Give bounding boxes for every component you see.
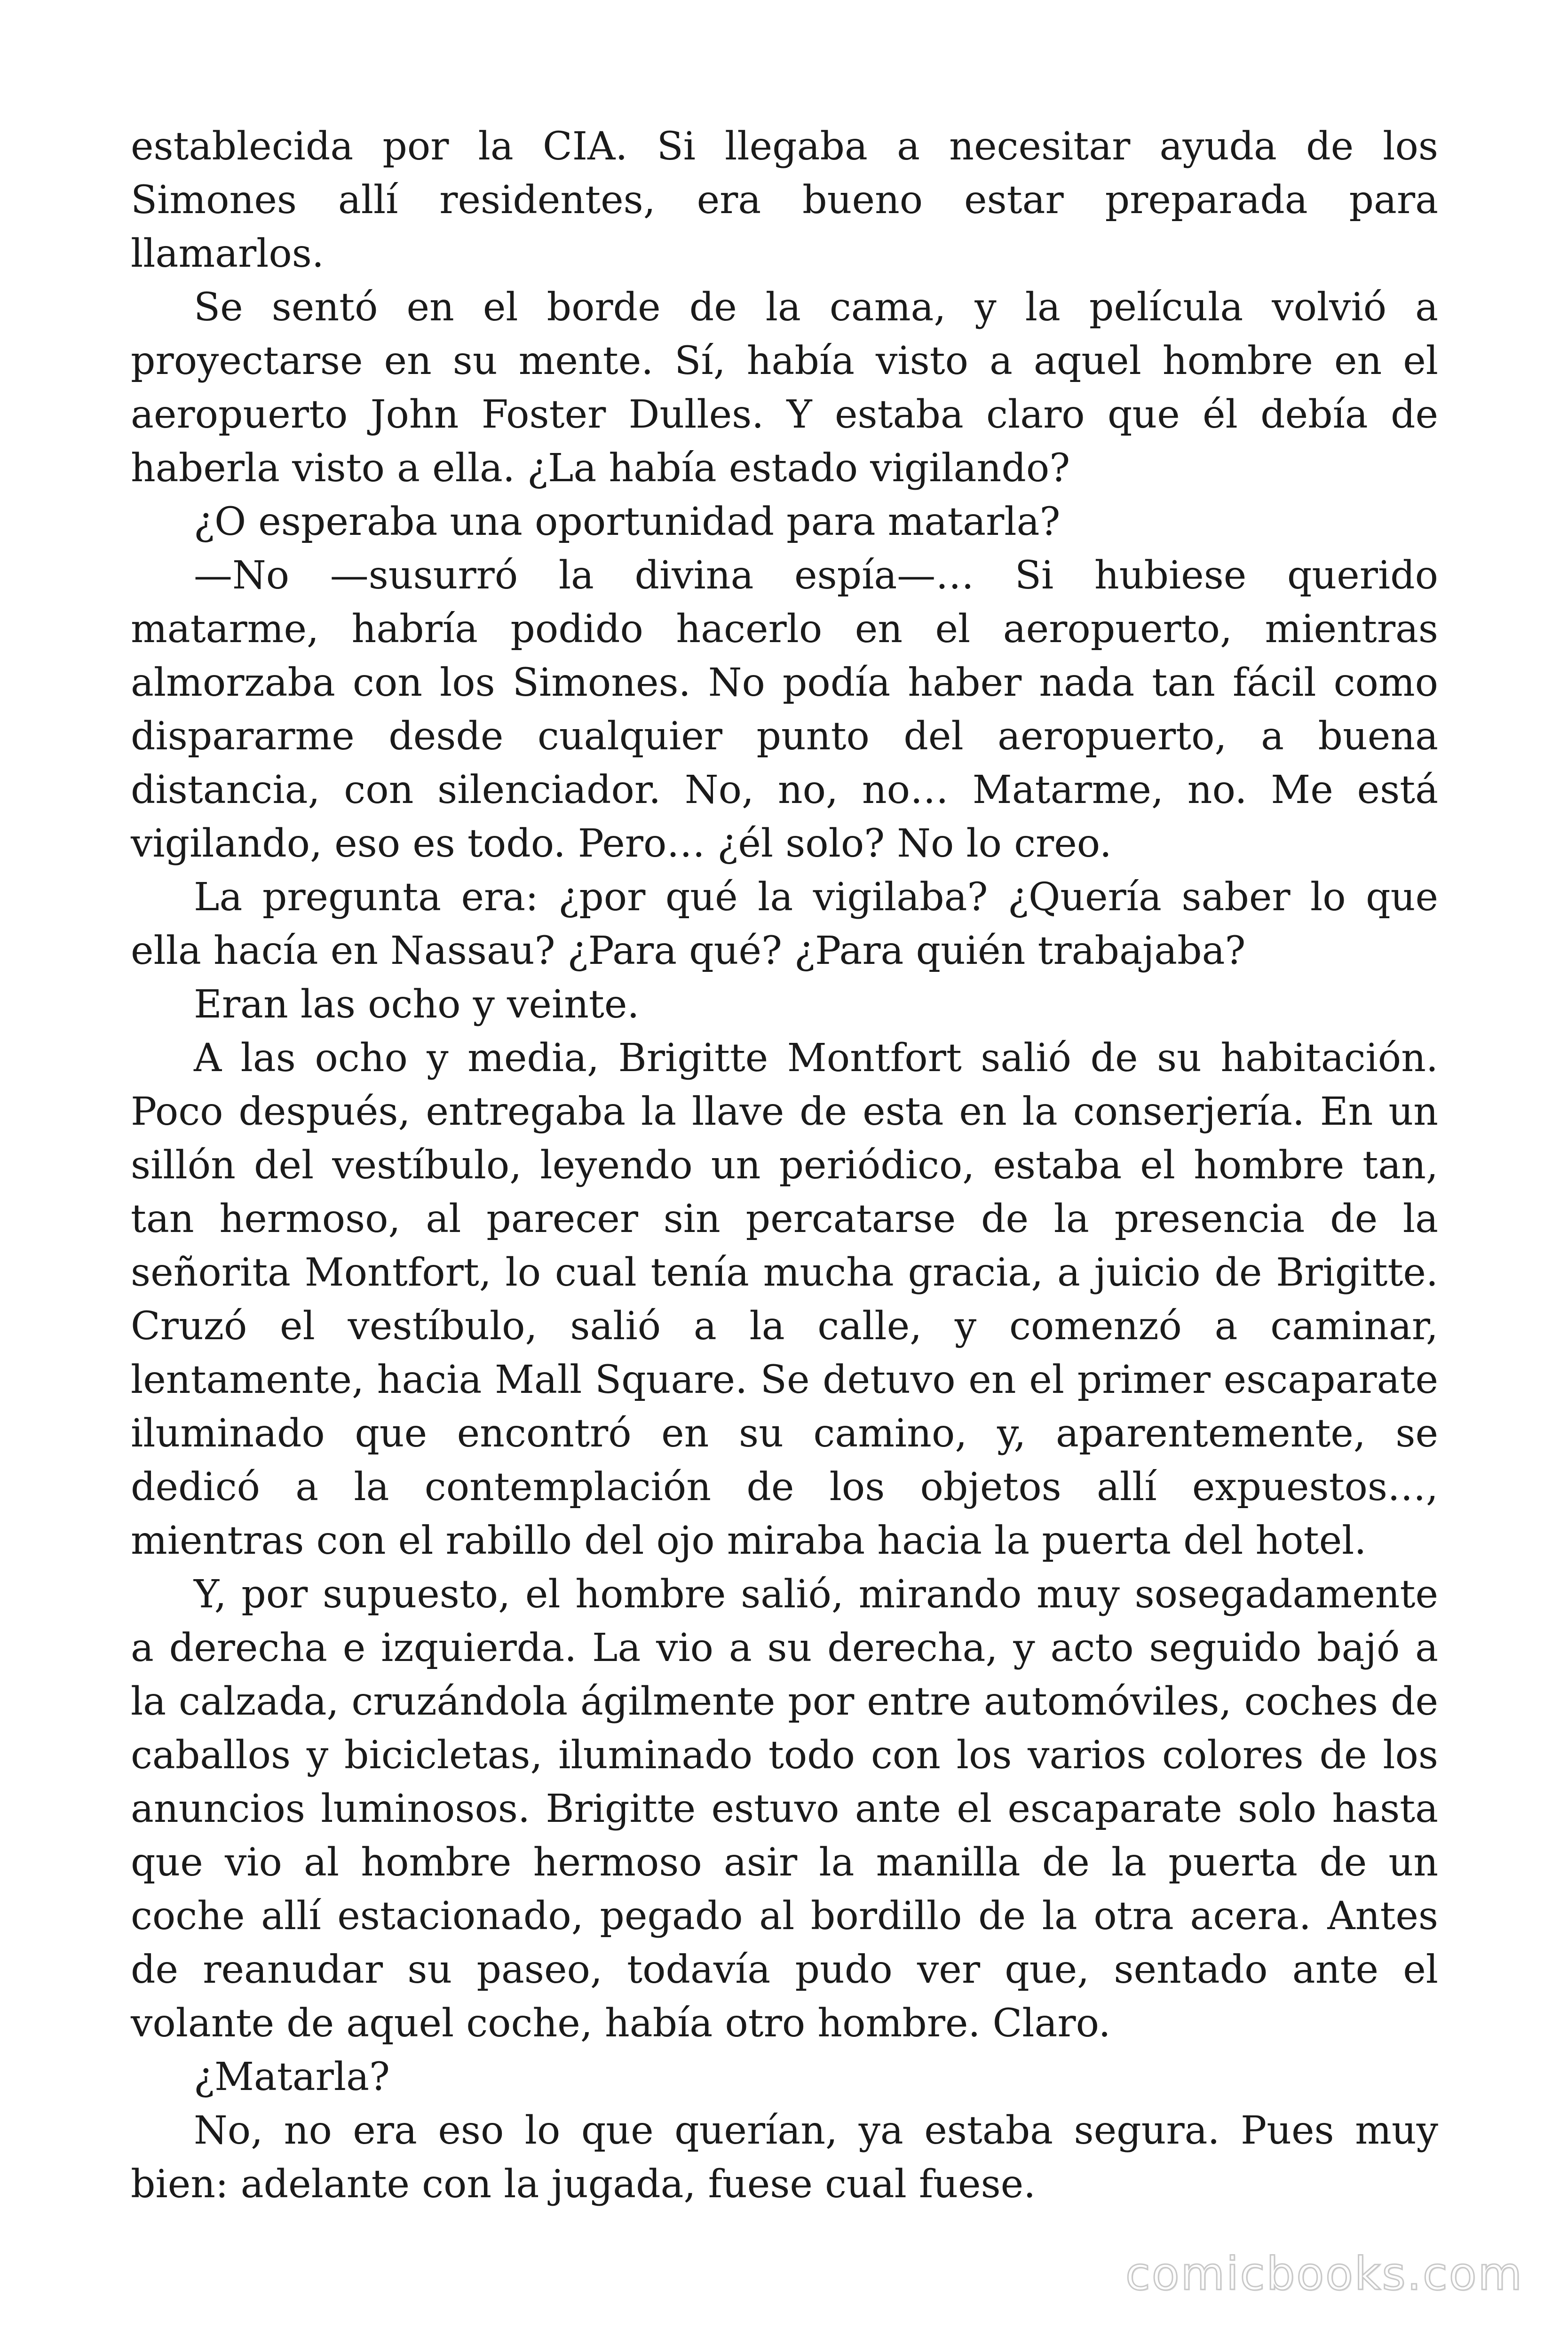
paragraph: Y, por supuesto, el hombre salió, mirando muy sosegadamente a derecha e izquierda. La vio a su derecha, y acto seguido bajó a la calzada, cruzándola ágilmente por entre automóviles, coches de caballos y bicicletas, iluminado todo con los varios colores de los anuncios luminosos. Brigitte estuvo ante el escaparate solo hasta que vio al hombre hermoso asir la manilla de la puerta de un coche allí estacionado, pegado al bordillo de la otra acera. Antes de reanudar su paseo, todavía pudo ver que, sentado ante el volante de aquel coche, había otro hombre. Claro. xyxy=(131,1572,1438,2046)
watermark: comicbooks.com xyxy=(1125,2248,1523,2300)
paragraph: Eran las ocho y veinte. xyxy=(194,982,640,1027)
paragraph: No, no era eso lo que querían, ya estaba segura. Pues muy bien: adelante con la jugada, fuese cual fuese. xyxy=(131,2108,1438,2207)
paragraph: ¿O esperaba una oportunidad para matarla? xyxy=(194,500,1061,544)
paragraph: A las ocho y media, Brigitte Montfort salió de su habitación. Poco después, entregaba la llave de esta en la conserjería. En un sillón del vestíbulo, leyendo un periódico, estaba el hombre tan, tan hermoso, al parecer sin percatarse de la presencia de la señorita Montfort, lo cual tenía mucha gracia, a juicio de Brigitte. Cruzó el vestíbulo, salió a la calle, y comenzó a caminar, lentamente, hacia Mall Square. Se detuvo en el primer escaparate iluminado que encontró en su camino, y, aparentemente, se dedicó a la contemplación de los objetos allí expuestos…, mientras con el rabillo del ojo miraba hacia la puerta del hotel. xyxy=(131,1036,1438,1563)
paragraph: ¿Matarla? xyxy=(194,2055,390,2099)
paragraph: —No —susurró la divina espía—… Si hubiese querido matarme, habría podido hacerlo en el aeropuerto, mientras almorzaba con los Simones. No podía haber nada tan fácil como dispararme desde cualquier punto del aeropuerto, a buena distancia, con silenciador. No, no, no… Matarme, no. Me está vigilando, eso es todo. Pero… ¿él solo? No lo creo. xyxy=(131,553,1438,866)
paragraph: Se sentó en el borde de la cama, y la película volvió a proyectarse en su mente. Sí, había visto a aquel hombre en el aeropuerto John Foster Dulles. Y estaba claro que él debía de haberla visto a ella. ¿La había estado vigilando? xyxy=(131,285,1438,491)
body-text xyxy=(131,120,1438,2211)
paragraph: establecida por la CIA. Si llegaba a necesitar ayuda de los Simones allí residentes, era bueno estar preparada para llamarlos. xyxy=(131,124,1438,276)
paragraph: La pregunta era: ¿por qué la vigilaba? ¿Quería saber lo que ella hacía en Nassau? ¿Para qué? ¿Para quién trabajaba? xyxy=(131,875,1438,973)
